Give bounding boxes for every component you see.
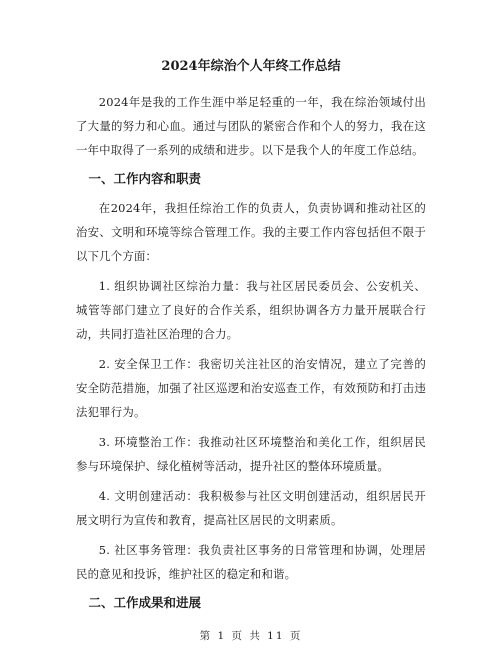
list-item: 1. 组织协调社区综治力量：我与社区居民委员会、公安机关、城管等部门建立了良好的合作关系，组织协调各方力量开展联合行动，共同打造社区治理的合力。 xyxy=(76,279,426,341)
section-heading-2: 二、工作成果和进展 xyxy=(88,595,202,610)
section1-intro-paragraph: 在2024年，我担任综治工作的负责人，负责协调和推动社区的治安、文明和环境等综合管理工作。我的主要工作内容包括但不限于以下几个方面： xyxy=(76,201,426,263)
list-item: 4. 文明创建活动：我积极参与社区文明创建活动，组织居民开展文明行为宣传和教育，提高社区居民的文明素质。 xyxy=(76,489,426,527)
list-item: 3. 环境整治工作：我推动社区环境整治和美化工作，组织居民参与环境保护、绿化植树等活动，提升社区的整体环境质量。 xyxy=(76,435,426,473)
list-item: 2. 安全保卫工作：我密切关注社区的治安情况，建立了完善的安全防范措施，加强了社区巡逻和治安巡查工作，有效预防和打击违法犯罪行为。 xyxy=(76,357,426,419)
section-heading-1: 一、工作内容和职责 xyxy=(88,171,202,186)
document-title: 2024年综治个人年终工作总结 xyxy=(161,59,341,74)
list-item: 5. 社区事务管理：我负责社区事务的日常管理和协调，处理居民的意见和投诉，维护社区的稳定和和谐。 xyxy=(76,543,426,581)
document-body xyxy=(76,58,426,620)
page-number: 第 1 页 共 11 页 xyxy=(199,630,303,642)
intro-paragraph: 2024年是我的工作生涯中举足轻重的一年，我在综治领域付出了大量的努力和心血。通过与团队的紧密合作和个人的努力，我在这一年中取得了一系列的成绩和进步。以下是我个人的年度工作总结。 xyxy=(76,95,426,157)
